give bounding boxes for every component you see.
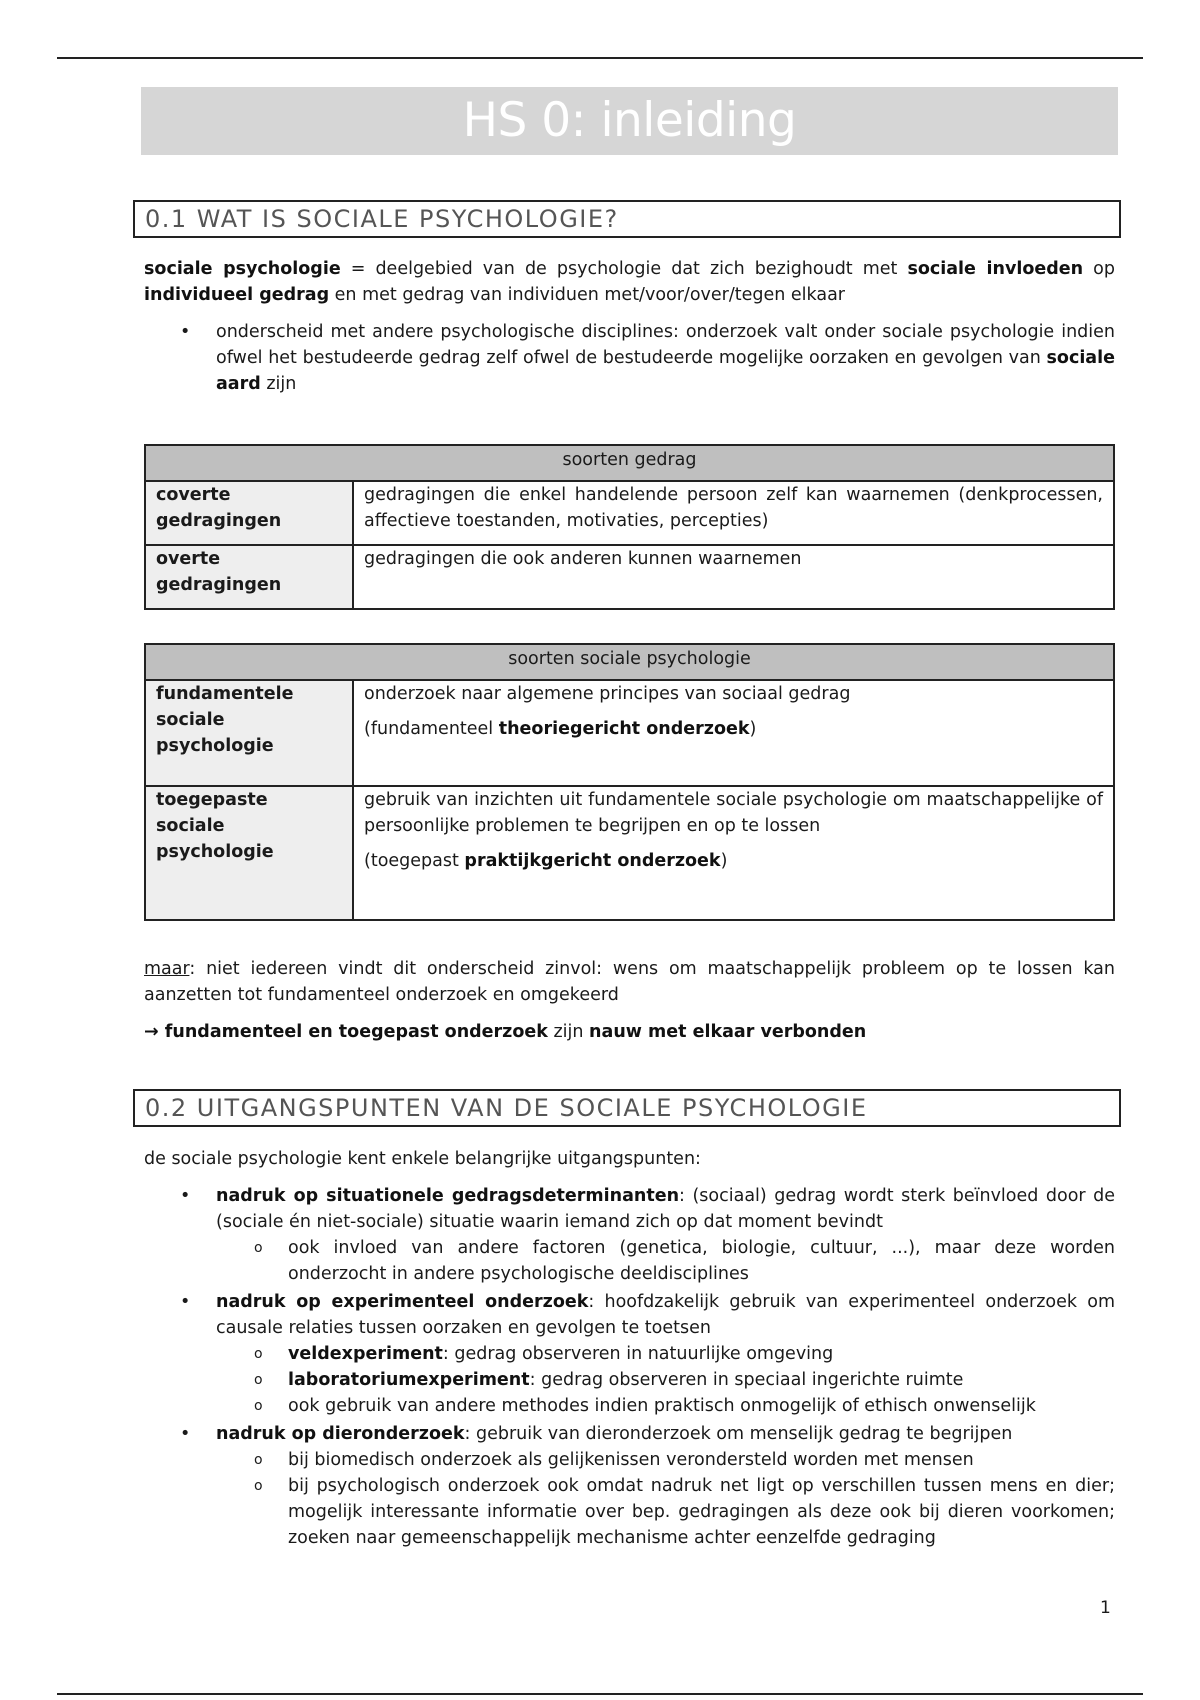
definition-bold: sociale invloeden xyxy=(907,259,1084,279)
cell-line: gebruik van inzichten uit fundamentele sociale psychologie om maatschappelijke of persoonlijke problemen te begrijpen en op te lossen xyxy=(364,790,1103,836)
page-title: HS 0: inleiding xyxy=(141,87,1118,155)
sub-list-item xyxy=(144,1393,1115,1419)
definition-term: sociale psychologie xyxy=(144,259,341,279)
principle-title: nadruk op situationele gedragsdeterminanten xyxy=(216,1186,680,1206)
table-row xyxy=(145,680,1114,786)
note-text: (toegepast xyxy=(364,851,465,871)
page-number: 1 xyxy=(1100,1598,1111,1618)
conclusion-bold: nauw met elkaar verbonden xyxy=(589,1022,867,1042)
principle-text: : hoofdzakelijk gebruik van experimenteel onderzoek om causale relaties tussen oorzaken en gevolgen te toetsen xyxy=(216,1292,1115,1338)
table-cell-text xyxy=(353,680,1114,786)
table-cell-text: gedragingen die enkel handelende persoon zelf kan waarnemen (denkprocessen, affectieve toestanden, motivaties, percepties) xyxy=(353,481,1114,545)
circle-bullet-icon: o xyxy=(254,1372,263,1388)
table-cell-text xyxy=(353,786,1114,920)
definition-paragraph xyxy=(144,256,1115,308)
conclusion-bold: fundamenteel en toegepast onderzoek xyxy=(164,1022,548,1042)
definition-text: en met gedrag van individuen met/voor/over/tegen elkaar xyxy=(329,285,845,305)
section-heading-0-2: 0.2 UITGANGSPUNTEN VAN DE SOCIALE PSYCHOLOGIE xyxy=(133,1089,1121,1127)
note-bold: theoriegericht onderzoek xyxy=(498,719,750,739)
sub-text: bij biomedisch onderzoek als gelijkenissen verondersteld worden met mensen xyxy=(288,1450,974,1470)
social-psychology-types-table xyxy=(144,643,1115,921)
behavior-types-table xyxy=(144,444,1115,610)
bullet-icon: • xyxy=(180,1292,191,1312)
sub-text: : gedrag observeren in natuurlijke omgeving xyxy=(442,1344,834,1364)
table-header: soorten sociale psychologie xyxy=(145,644,1114,680)
sub-list-item xyxy=(144,1235,1115,1287)
conclusion-text: zijn xyxy=(547,1022,590,1042)
sub-text: bij psychologisch onderzoek ook omdat nadruk net ligt op verschillen tussen mens en dier; mogelijk interessante informatie over bep. gedragingen als deze ook bij dieren voorkomen; zoeken naar gemeenschappelijk mechanisme achter eenzelfde gedraging xyxy=(288,1476,1115,1548)
sub-text: ook invloed van andere factoren (genetica, biologie, cultuur, ...), maar deze worden onderzocht in andere psychologische deeldisciplines xyxy=(288,1238,1115,1284)
maar-text: : niet iedereen vindt dit onderscheid zinvol: wens om maatschappelijk probleem op te lossen kan aanzetten tot fundamenteel onderzoek en omgekeerd xyxy=(144,959,1115,1005)
sub-text: : gedrag observeren in speciaal ingerichte ruimte xyxy=(529,1370,964,1390)
sub-text: ook gebruik van andere methodes indien praktisch onmogelijk of ethisch onwenselijk xyxy=(288,1396,1036,1416)
table-cell-label: coverte gedragingen xyxy=(145,481,353,545)
arrow-icon: → xyxy=(144,1022,165,1042)
circle-bullet-icon: o xyxy=(254,1346,263,1362)
list-item xyxy=(144,1421,1115,1447)
definition-text: = deelgebied van de psychologie dat zich bezighoudt met xyxy=(340,259,908,279)
sub-list-item xyxy=(144,1447,1115,1473)
table-cell-text: gedragingen die ook anderen kunnen waarnemen xyxy=(353,545,1114,609)
table-row xyxy=(145,786,1114,920)
bullet-text: onderscheid met andere psychologische disciplines: onderzoek valt onder sociale psychologie indien ofwel het bestudeerde gedrag zelf ofwel de bestudeerde mogelijke oorzaken en gevolgen van xyxy=(216,322,1115,368)
table-cell-label: overte gedragingen xyxy=(145,545,353,609)
note-text: (fundamenteel xyxy=(364,719,499,739)
principles-list xyxy=(144,1183,1115,1551)
list-item xyxy=(144,1289,1115,1341)
cell-line: onderzoek naar algemene principes van sociaal gedrag xyxy=(364,684,851,704)
table-header: soorten gedrag xyxy=(145,445,1114,481)
maar-word: maar xyxy=(144,959,190,979)
sub-list-item xyxy=(144,1341,1115,1367)
cell-note xyxy=(364,716,1103,742)
bullet-text: zijn xyxy=(260,374,297,394)
bullet-icon: • xyxy=(180,1424,191,1444)
definition-text: op xyxy=(1083,259,1115,279)
section-heading-0-1: 0.1 WAT IS SOCIALE PSYCHOLOGIE? xyxy=(133,200,1121,238)
table-row xyxy=(145,545,1114,609)
note-bold: praktijkgericht onderzoek xyxy=(464,851,721,871)
principle-title: nadruk op experimenteel onderzoek xyxy=(216,1292,589,1312)
sub-bold: laboratoriumexperiment xyxy=(288,1370,530,1390)
maar-paragraph xyxy=(144,956,1115,1008)
bullet-icon: • xyxy=(180,322,191,342)
list-item xyxy=(144,1183,1115,1235)
table-row xyxy=(145,481,1114,545)
circle-bullet-icon: o xyxy=(254,1398,263,1414)
principle-text: : gebruik van dieronderzoek om menselijk gedrag te begrijpen xyxy=(464,1424,1013,1444)
bullet-icon: • xyxy=(180,1186,191,1206)
intro-paragraph: de sociale psychologie kent enkele belangrijke uitgangspunten: xyxy=(144,1149,701,1169)
principle-title: nadruk op dieronderzoek xyxy=(216,1424,465,1444)
sub-list-item xyxy=(144,1473,1115,1551)
note-text: ) xyxy=(720,851,728,871)
conclusion-line xyxy=(144,1019,1115,1045)
circle-bullet-icon: o xyxy=(254,1478,263,1494)
list-item xyxy=(144,319,1115,397)
table-cell-label: fundamentele sociale psychologie xyxy=(145,680,353,786)
bottom-rule xyxy=(57,1693,1143,1695)
sub-bold: veldexperiment xyxy=(288,1344,443,1364)
note-text: ) xyxy=(749,719,757,739)
bullet-list xyxy=(144,319,1115,397)
table-cell-label: toegepaste sociale psychologie xyxy=(145,786,353,920)
sub-list-item xyxy=(144,1367,1115,1393)
definition-bold: individueel gedrag xyxy=(144,285,330,305)
cell-note xyxy=(364,848,1103,874)
bullet-bold: sociale aard xyxy=(216,348,1115,394)
principle-text: : (sociaal) gedrag wordt sterk beïnvloed door de (sociale én niet-sociale) situatie waarin iemand zich op dat moment bevindt xyxy=(216,1186,1115,1232)
circle-bullet-icon: o xyxy=(254,1240,263,1256)
top-rule xyxy=(57,57,1143,59)
circle-bullet-icon: o xyxy=(254,1452,263,1468)
